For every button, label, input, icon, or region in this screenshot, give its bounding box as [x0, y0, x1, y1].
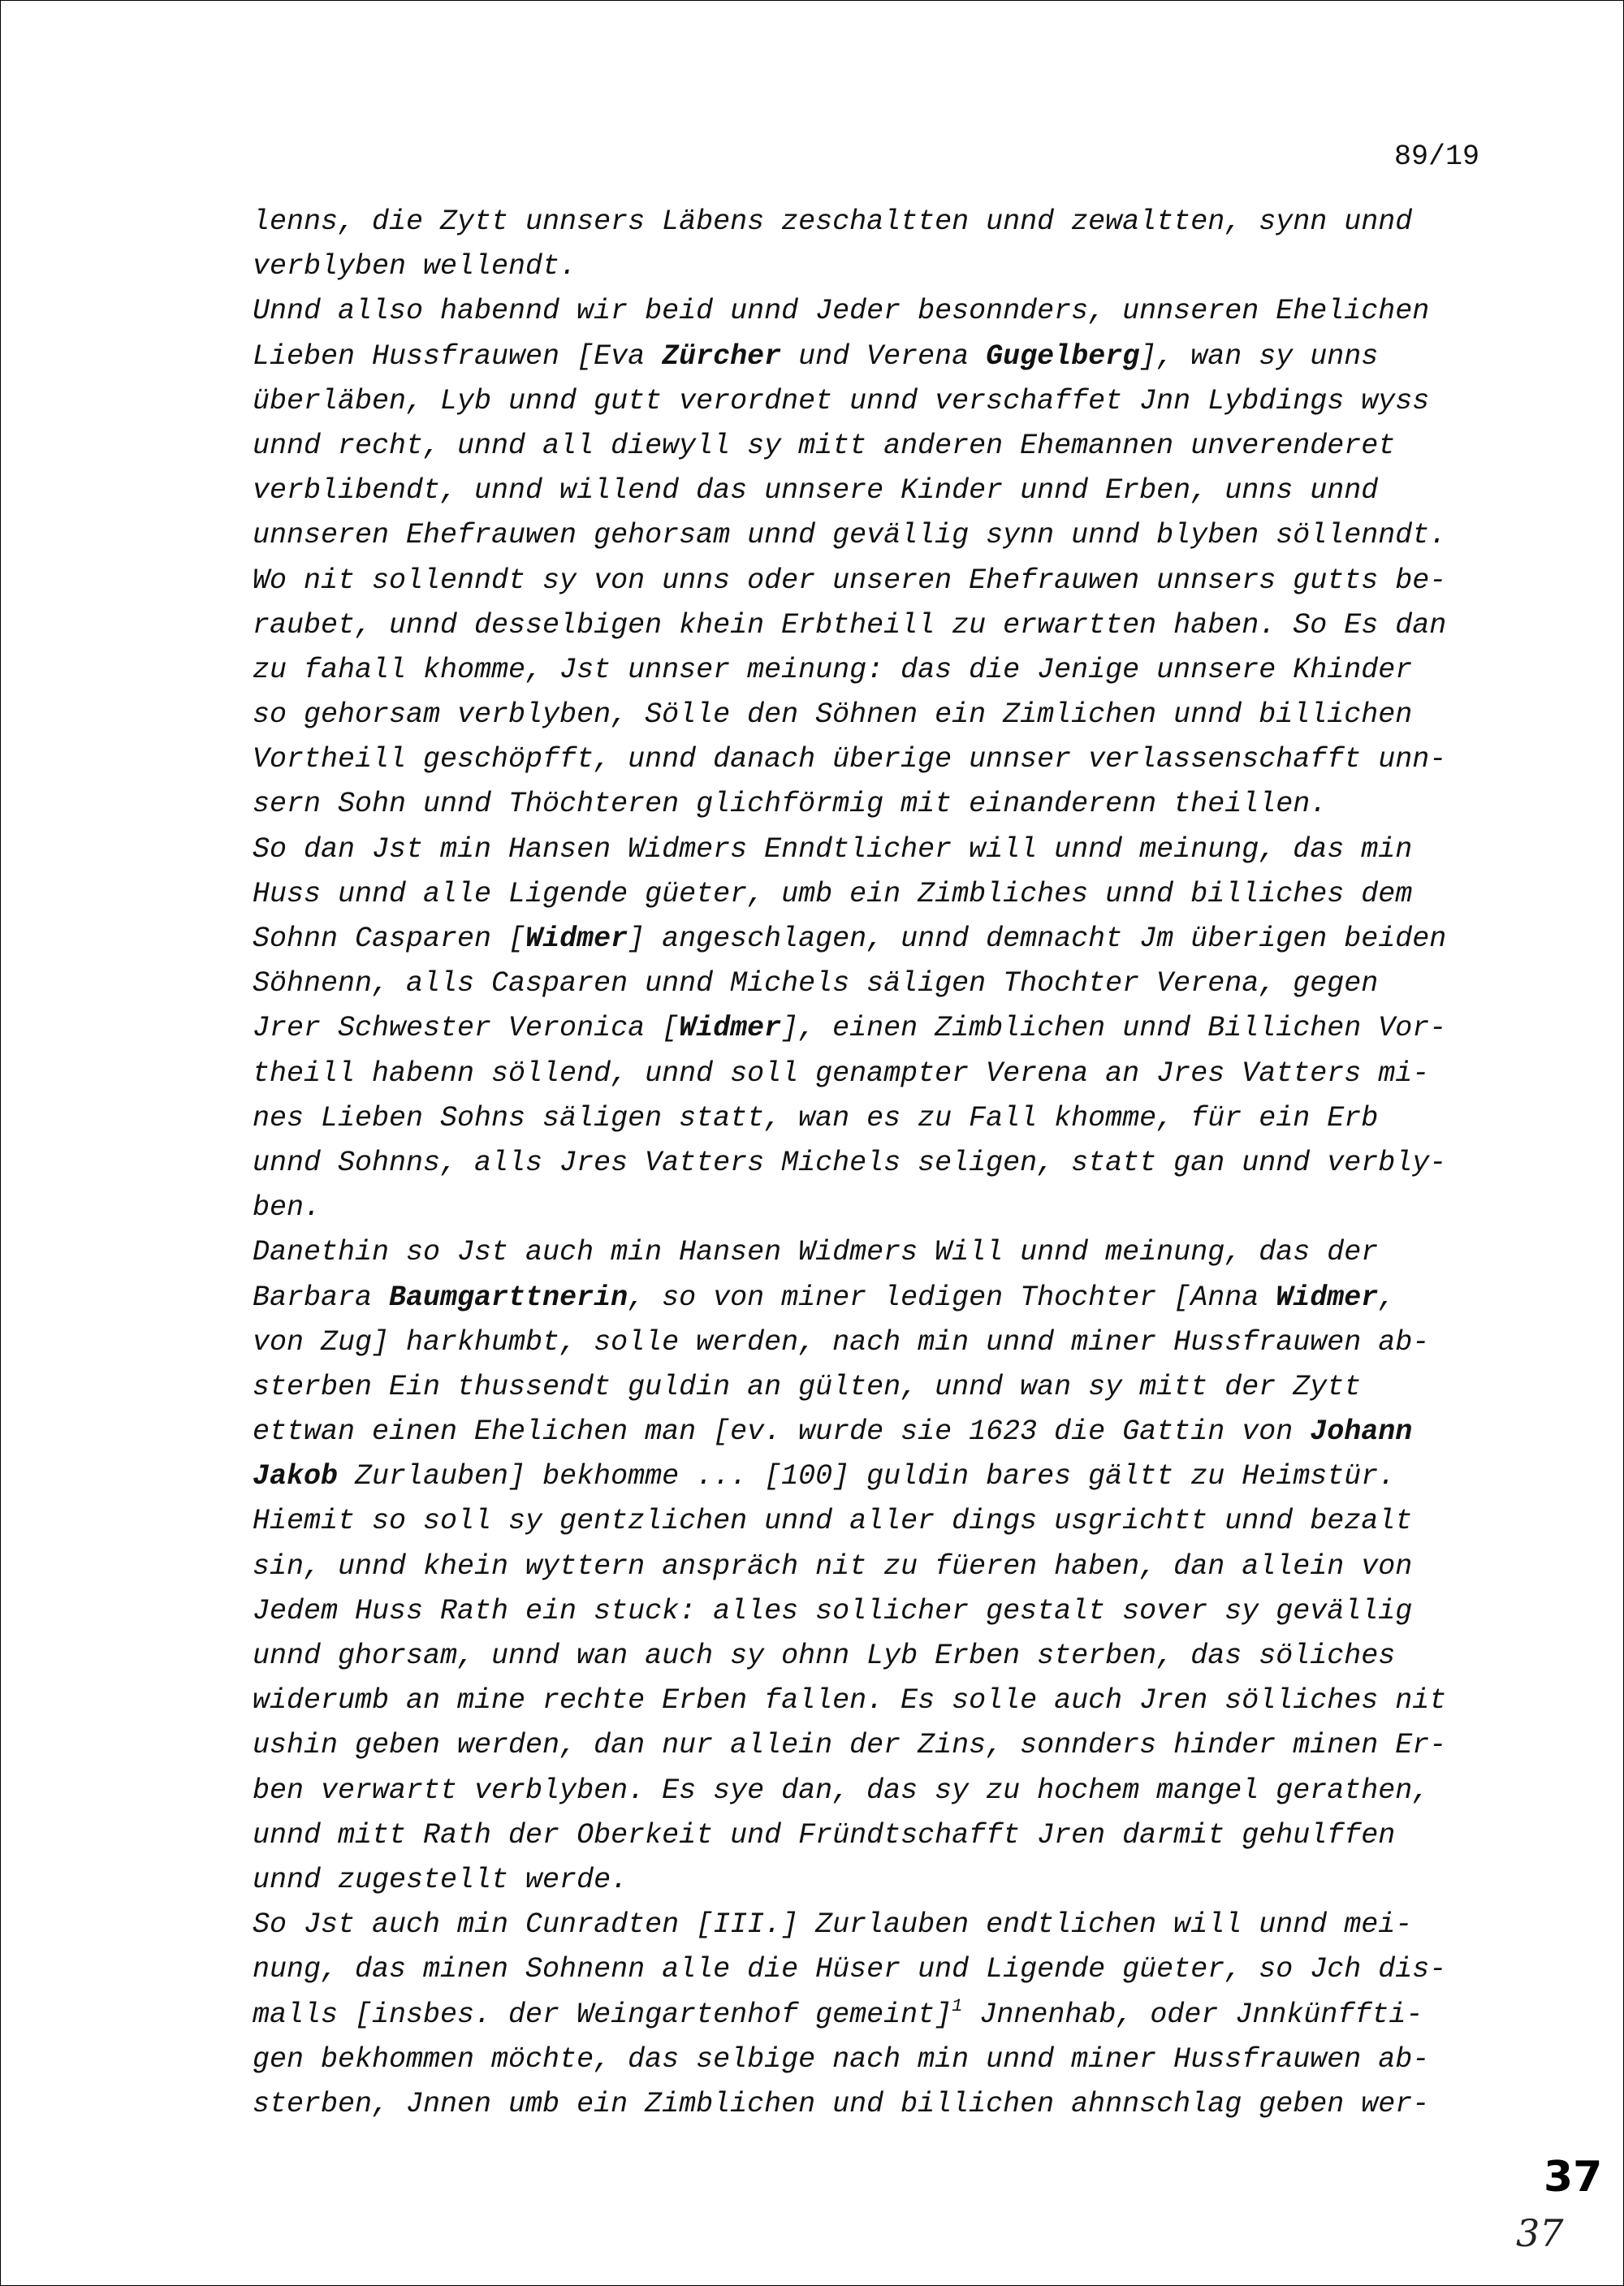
text-line — [253, 872, 1519, 917]
text-segment: unnd recht, unnd all diewyll sy mitt anderen Ehemannen unverenderet — [253, 429, 1396, 462]
text-segment: verblibendt, unnd willend das unnsere Kinder unnd Erben, unns unnd — [253, 474, 1379, 508]
text-segment: sterben, Jnnen umb ein Zimblichen und billichen ahnnschlag geben wer- — [253, 2087, 1430, 2120]
text-segment: So Jst auch min Cunradten [III.] Zurlauben endtlichen will unnd mei- — [253, 1908, 1413, 1942]
text-segment: ben verwartt verblyben. Es sye dan, das sy zu hochem mangel gerathen, — [253, 1774, 1430, 1807]
text-line — [253, 1006, 1519, 1051]
text-line — [253, 1545, 1519, 1589]
text-line — [253, 782, 1519, 827]
text-line — [253, 1365, 1519, 1410]
text-segment: verblyben wellendt. — [253, 250, 577, 283]
text-segment: nes Lieben Sohns säligen statt, wan es zu Fall khomme, für ein Erb — [253, 1101, 1379, 1134]
text-line — [253, 1903, 1519, 1947]
text-segment: Jnnenhab, oder Jnnkünffti- — [962, 1998, 1423, 2031]
transcription-text — [253, 200, 1519, 2127]
archive-stamp-number: 37 — [1544, 2153, 1603, 2202]
text-line — [253, 1634, 1519, 1679]
text-line — [253, 1454, 1519, 1499]
text-line — [253, 559, 1519, 603]
text-segment: Hiemit so soll sy gentzlichen unnd aller dings usgrichtt unnd bezalt — [253, 1505, 1413, 1538]
name-highlight: Baumgarttnerin — [389, 1281, 628, 1314]
text-line — [253, 648, 1519, 693]
text-line — [253, 1679, 1519, 1723]
text-line — [253, 1410, 1519, 1454]
text-segment: unnd mitt Rath der Oberkeit und Fründtschafft Jren darmit gehulffen — [253, 1818, 1396, 1852]
text-segment: gen bekhommen möchte, das selbige nach min unnd miner Hussfrauwen ab- — [253, 2042, 1430, 2076]
text-segment: so gehorsam verblyben, Sölle den Söhnen ein Zimlichen unnd billichen — [253, 698, 1413, 732]
name-highlight: Gugelberg — [986, 339, 1140, 373]
text-segment: , so von miner ledigen Thochter [Anna — [628, 1281, 1276, 1314]
text-segment: nung, das minen Sohnenn alle die Hüser und Ligende güeter, so Jch dis- — [253, 1953, 1447, 1986]
text-segment: sin, unnd khein wyttern anspräch nit zu füeren haben, dan allein von — [253, 1549, 1413, 1583]
text-segment: unnd Sohnns, alls Jres Vatters Michels seligen, statt gan unnd verbly- — [253, 1146, 1447, 1179]
text-line — [253, 1096, 1519, 1141]
text-segment: Wo nit sollenndt sy von unns oder unseren Ehefrauwen unnsers gutts be- — [253, 564, 1447, 597]
name-highlight: Widmer — [525, 923, 628, 955]
text-line — [253, 2082, 1519, 2127]
text-line — [253, 1813, 1519, 1858]
text-line — [253, 1947, 1519, 1992]
text-line — [253, 1723, 1519, 1768]
text-segment: Barbara — [253, 1281, 390, 1314]
text-line — [253, 469, 1519, 513]
text-segment: raubet, unnd desselbigen khein Erbtheill zu erwartten haben. So Es dan — [253, 608, 1447, 642]
name-highlight: Johann — [1310, 1415, 1413, 1449]
name-highlight: Widmer — [679, 1012, 782, 1045]
text-segment: unnseren Ehefrauwen gehorsam unnd gevällig synn unnd blyben söllenndt. — [253, 519, 1447, 552]
text-segment: Zurlauben] bekhomme ... [100] guldin bares gältt zu Heimstür. — [338, 1460, 1396, 1493]
text-line — [253, 1141, 1519, 1186]
text-segment: , — [1378, 1281, 1396, 1314]
text-segment: von Zug] harkhumbt, solle werden, nach min unnd miner Hussfrauwen ab- — [253, 1325, 1430, 1359]
handwritten-folio-number: 37 — [1516, 2211, 1564, 2255]
text-segment: ], wan sy unns — [1139, 339, 1379, 373]
text-segment: lenns, die Zytt unnsers Läbens zeschaltten unnd zewaltten, synn unnd — [253, 205, 1413, 238]
text-line — [253, 1230, 1519, 1275]
text-line — [253, 289, 1519, 334]
text-line — [253, 1052, 1519, 1096]
text-line — [253, 1769, 1519, 1813]
name-highlight: Widmer — [1276, 1281, 1379, 1314]
text-segment: Vortheill geschöpfft, unnd danach überige unnser verlassenschafft unn- — [253, 743, 1447, 776]
text-line — [253, 379, 1519, 424]
text-line — [253, 335, 1519, 379]
text-segment: und Verena — [781, 339, 987, 373]
text-segment: sterben Ein thussendt guldin an gülten, unnd wan sy mitt der Zytt — [253, 1370, 1362, 1403]
page-number: 89/19 — [1394, 140, 1480, 173]
text-segment: malls [insbes. der Weingartenhof gemeint] — [253, 1998, 952, 2031]
text-segment: überläben, Lyb unnd gutt verordnet unnd verschaffet Jnn Lybdings wyss — [253, 384, 1430, 417]
text-segment: theill habenn söllend, unnd soll genampter Verena an Jres Vatters mi- — [253, 1057, 1430, 1090]
text-segment: Sohnn Casparen [ — [253, 923, 526, 955]
text-segment: Jrer Schwester Veronica [ — [253, 1012, 680, 1045]
name-highlight: Zürcher — [662, 339, 782, 373]
text-segment: zu fahall khomme, Jst unnser meinung: das die Jenige unnsere Khinder — [253, 653, 1413, 686]
text-segment: Unnd allso habennd wir beid unnd Jeder besonnders, unnseren Ehelichen — [253, 295, 1430, 328]
text-line — [253, 2038, 1519, 2082]
text-segment: ettwan einen Ehelichen man [ev. wurde sie 1623 die Gattin von — [253, 1415, 1311, 1449]
text-segment: unnd ghorsam, unnd wan auch sy ohnn Lyb Erben sterben, das söliches — [253, 1640, 1396, 1672]
text-line — [253, 1320, 1519, 1365]
text-segment: widerumb an mine rechte Erben fallen. Es solle auch Jren sölliches nit — [253, 1684, 1447, 1718]
text-segment: Jedem Huss Rath ein stuck: alles sollicher gestalt sover sy gevällig — [253, 1594, 1413, 1627]
text-line — [253, 603, 1519, 648]
text-line — [253, 917, 1519, 962]
text-segment: Söhnenn, alls Casparen unnd Michels säligen Thochter Verena, gegen — [253, 967, 1379, 1000]
text-line — [253, 200, 1519, 244]
footnote-marker: 1 — [952, 1995, 963, 2016]
text-line — [253, 962, 1519, 1006]
text-line — [253, 1858, 1519, 1903]
text-line — [253, 1186, 1519, 1230]
text-segment: ben. — [253, 1191, 322, 1225]
text-line — [253, 1276, 1519, 1320]
text-line — [253, 1993, 1519, 2038]
text-segment: Huss unnd alle Ligende güeter, umb ein Zimbliches unnd billiches dem — [253, 877, 1413, 910]
text-segment: So dan Jst min Hansen Widmers Enndtlicher will unnd meinung, das min — [253, 832, 1413, 866]
text-segment: unnd zugestellt werde. — [253, 1863, 628, 1896]
name-highlight: Jakob — [253, 1460, 339, 1493]
text-line — [253, 513, 1519, 558]
text-segment: ushin geben werden, dan nur allein der Zins, sonnders hinder minen Er- — [253, 1729, 1447, 1762]
text-line — [253, 1589, 1519, 1634]
text-line — [253, 737, 1519, 782]
text-segment: ], einen Zimblichen unnd Billichen Vor- — [781, 1012, 1447, 1045]
text-segment: Lieben Hussfrauwen [Eva — [253, 339, 663, 373]
text-line — [253, 244, 1519, 289]
text-segment: Danethin so Jst auch min Hansen Widmers Will unnd meinung, das der — [253, 1236, 1379, 1269]
text-line — [253, 828, 1519, 872]
text-line — [253, 693, 1519, 737]
text-line — [253, 424, 1519, 469]
text-segment: ] angeschlagen, unnd demnacht Jm überigen beiden — [628, 923, 1447, 955]
text-segment: sern Sohn unnd Thöchteren glichförmig mit einanderenn theillen. — [253, 788, 1328, 821]
text-line — [253, 1499, 1519, 1544]
